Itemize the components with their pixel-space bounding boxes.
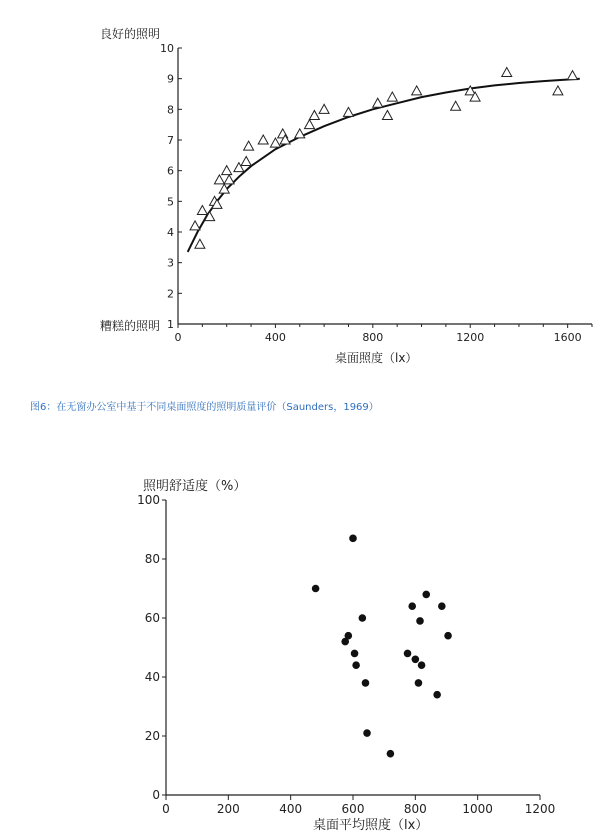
figure-caption: 图6：在无窗办公室中基于不同桌面照度的照明质量评价（Saunders，1969） xyxy=(30,402,379,413)
chart1-point xyxy=(343,107,353,116)
chart1-point xyxy=(319,104,329,113)
chart2-x-tick-label: 1000 xyxy=(462,802,493,816)
chart1-point xyxy=(224,175,234,184)
chart1-point xyxy=(502,68,512,77)
chart2-point xyxy=(415,679,423,687)
chart2-point xyxy=(363,729,371,737)
chart2-x-tick-label: 0 xyxy=(162,802,170,816)
chart2-point xyxy=(341,638,349,646)
chart2-point xyxy=(433,691,441,699)
chart1-x-tick-label: 1600 xyxy=(553,331,582,344)
chart1-point xyxy=(568,71,578,80)
chart1-point xyxy=(190,221,200,230)
chart1-point xyxy=(258,135,268,144)
chart1-y-tick-label: 7 xyxy=(167,134,174,147)
chart1-y-tick-label: 9 xyxy=(167,72,174,86)
chart1-point xyxy=(553,86,563,95)
chart2-ylabel: 照明舒适度（%） xyxy=(143,479,247,494)
chart2-y-tick-label: 0 xyxy=(152,788,160,802)
chart1-x-tick-label: 1200 xyxy=(456,331,485,344)
chart2-x-tick-label: 600 xyxy=(341,802,365,816)
chart1-point xyxy=(270,138,280,147)
chart1-point xyxy=(214,175,224,184)
chart2-point xyxy=(422,591,430,599)
chart1-x-tick-label: 800 xyxy=(362,331,384,344)
chart2-point xyxy=(416,617,424,625)
chart2-point xyxy=(418,661,426,669)
chart1-point xyxy=(309,110,319,119)
chart2-y-tick-label: 100 xyxy=(137,493,160,507)
chart1-point xyxy=(295,129,305,138)
chart1-y-tick-label: 3 xyxy=(167,256,174,270)
chart1-point xyxy=(244,141,254,150)
chart2-x-tick-label: 400 xyxy=(279,802,303,816)
chart1-point xyxy=(412,86,422,95)
chart1-x-tick-label: 400 xyxy=(264,331,286,344)
chart1-point xyxy=(195,239,205,248)
chart2-point xyxy=(387,750,395,758)
chart2-point xyxy=(362,679,370,687)
chart2-y-tick-label: 60 xyxy=(144,611,160,625)
chart1-point xyxy=(382,110,392,119)
chart2-point xyxy=(352,661,360,669)
chart2-point xyxy=(312,585,320,593)
chart1-point xyxy=(305,120,315,129)
chart1-y-tick-label: 8 xyxy=(167,103,174,117)
chart1-x-tick-label: 0 xyxy=(174,331,182,344)
chart2-y-tick-label: 20 xyxy=(144,729,160,743)
chart1-y-tick-label: 2 xyxy=(167,287,174,301)
chart1-y-tick-label: 5 xyxy=(167,195,174,209)
chart1-point xyxy=(451,101,461,110)
chart2-x-tick-label: 800 xyxy=(403,802,427,816)
chart1-y-tick-label: 6 xyxy=(167,164,174,178)
chart1-xlabel: 桌面照度（lx） xyxy=(335,351,418,365)
chart1-points xyxy=(190,68,577,249)
chart2-point xyxy=(438,602,446,610)
chart2-point xyxy=(349,535,357,543)
chart2-y-tick-label: 40 xyxy=(144,670,160,684)
chart2-point xyxy=(444,632,452,640)
chart1-ylabel-bottom: 糟糕的照明 xyxy=(100,319,161,333)
chart1-ylabel-top: 良好的照明 xyxy=(100,27,161,41)
chart2-x-tick-label: 200 xyxy=(216,802,240,816)
chart1-point xyxy=(241,156,251,165)
chart1-point xyxy=(373,98,383,107)
chart1-point xyxy=(387,92,397,101)
chart1-y-tick-label-bottom: 1 xyxy=(167,318,174,331)
chart2-xlabel: 桌面平均照度（lx） xyxy=(313,818,429,831)
chart2-point xyxy=(351,650,359,658)
chart2-axes xyxy=(137,493,555,816)
chart2-point xyxy=(359,614,367,622)
chart1-point xyxy=(197,206,207,215)
chart-lighting-quality xyxy=(0,0,600,380)
chart1-point xyxy=(222,166,232,175)
chart2-point xyxy=(404,650,412,658)
chart2-point xyxy=(408,602,416,610)
chart2-points xyxy=(312,535,452,758)
chart2-point xyxy=(412,656,420,664)
chart1-y-tick-label: 10 xyxy=(160,42,174,55)
chart2-y-tick-label: 80 xyxy=(144,552,160,566)
chart2-x-tick-label: 1200 xyxy=(524,802,556,816)
chart1-y-tick-label: 4 xyxy=(167,226,174,239)
chart2-point xyxy=(345,632,353,640)
